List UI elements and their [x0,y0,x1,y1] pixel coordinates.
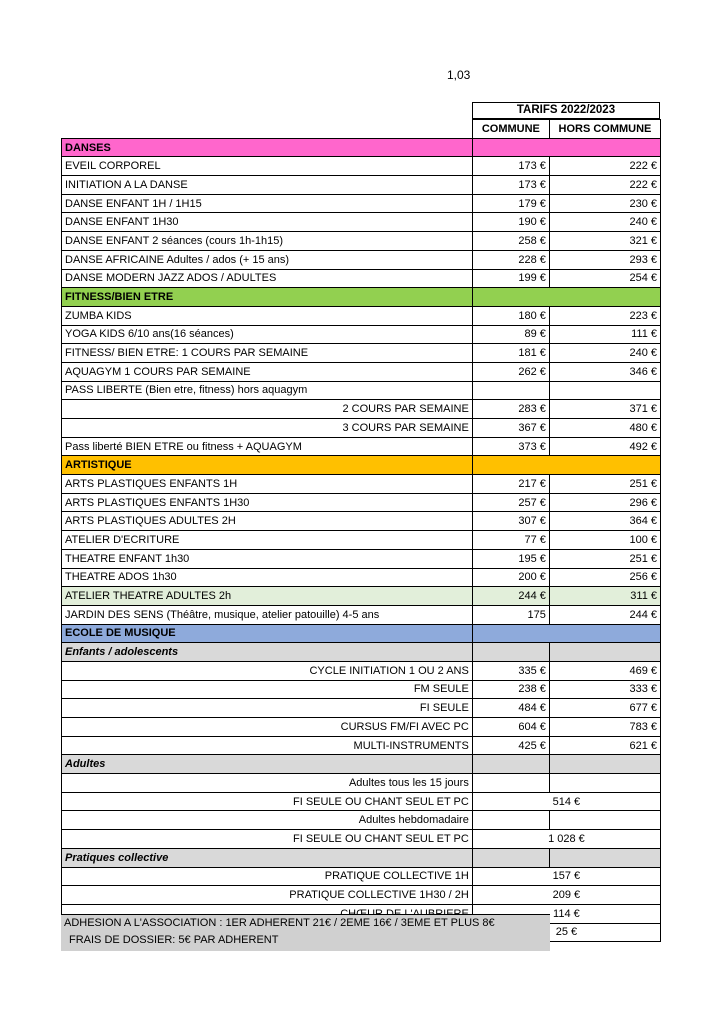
table-row [62,568,661,587]
price-hors-commune: 222 € [549,176,660,195]
price-commune: 373 € [472,437,549,456]
price-commune: 179 € [472,194,549,213]
price-hors-commune: 469 € [549,661,660,680]
footer-note [61,914,550,951]
price-unique: 209 € [472,886,660,905]
section-header [62,288,661,307]
subsection-header [62,848,661,867]
price-hors-commune: 480 € [549,419,660,438]
price-commune: 77 € [472,531,549,550]
column-header-row [62,120,661,139]
row-label: Adultes hebdomadaire [62,811,473,830]
row-label: THEATRE ENFANT 1h30 [62,549,473,568]
table-row [62,549,661,568]
table-row [62,437,661,456]
table-row [62,419,661,438]
section-header [62,624,661,643]
price-commune: 199 € [472,269,549,288]
price-commune [472,381,549,400]
price-commune: 200 € [472,568,549,587]
subsection-label: Pratiques collective [62,848,473,867]
price-commune [472,774,549,793]
row-label: DANSE ENFANT 1H / 1H15 [62,194,473,213]
price-commune: 257 € [472,493,549,512]
price-commune: 484 € [472,699,549,718]
price-commune: 181 € [472,344,549,363]
table-row [62,886,661,905]
price-hors-commune: 240 € [549,344,660,363]
table-row [62,325,661,344]
section-header [62,138,661,157]
row-label: 2 COURS PAR SEMAINE [62,400,473,419]
subsection-label: Enfants / adolescents [62,643,473,662]
price-hors-commune: 244 € [549,605,660,624]
price-unique: 1 028 € [472,830,660,849]
table-row [62,680,661,699]
row-label: PRATIQUE COLLECTIVE 1H30 / 2H [62,886,473,905]
price-unique: 157 € [472,867,660,886]
table-row [62,699,661,718]
price-hors-commune: 492 € [549,437,660,456]
table-row [62,661,661,680]
row-label: JARDIN DES SENS (Théâtre, musique, atelier patouille) 4-5 ans [62,605,473,624]
price-hors-commune [549,381,660,400]
price-unique: 25 € [472,923,660,942]
price-hors-commune: 111 € [549,325,660,344]
table-row [62,157,661,176]
table-row [62,213,661,232]
price-commune: 190 € [472,213,549,232]
price-commune: 425 € [472,736,549,755]
row-label: PRATIQUE COLLECTIVE 1H [62,867,473,886]
table-row [62,736,661,755]
tarifs-table [61,119,661,942]
row-label: AQUAGYM 1 COURS PAR SEMAINE [62,362,473,381]
price-commune: 89 € [472,325,549,344]
price-hors-commune: 223 € [549,306,660,325]
table-row [62,306,661,325]
table-row [62,605,661,624]
section-label: ARTISTIQUE [62,456,473,475]
price-hors-commune: 333 € [549,680,660,699]
price-commune: 180 € [472,306,549,325]
row-label: ARTS PLASTIQUES ENFANTS 1H [62,475,473,494]
section-header [62,456,661,475]
price-hors-commune: 371 € [549,400,660,419]
price-commune: 335 € [472,661,549,680]
price-commune: 195 € [472,549,549,568]
table-row [62,867,661,886]
price-hors-commune: 293 € [549,250,660,269]
row-label: Adultes tous les 15 jours [62,774,473,793]
row-label: PASS LIBERTE (Bien etre, fitness) hors aquagym [62,381,473,400]
subsection-header [62,643,661,662]
price-commune: 228 € [472,250,549,269]
col-hors-commune: HORS COMMUNE [549,120,660,139]
price-unique: 514 € [472,792,660,811]
price-hors-commune [549,774,660,793]
price-hors-commune: 321 € [549,232,660,251]
price-hors-commune: 254 € [549,269,660,288]
row-label: ATELIER D'ECRITURE [62,531,473,550]
row-label: YOGA KIDS 6/10 ans(16 séances) [62,325,473,344]
price-hors-commune: 251 € [549,475,660,494]
tarifs-title: TARIFS 2022/2023 [472,102,660,119]
row-label: INITIATION A LA DANSE [62,176,473,195]
price-commune: 173 € [472,157,549,176]
table-row [62,587,661,606]
row-label: CYCLE INITIATION 1 OU 2 ANS [62,661,473,680]
price-hors-commune: 346 € [549,362,660,381]
price-hors-commune: 230 € [549,194,660,213]
table-row [62,512,661,531]
row-label: DANSE ENFANT 1H30 [62,213,473,232]
table-row [62,362,661,381]
table-row [62,531,661,550]
row-label: FI SEULE [62,699,473,718]
row-label: FITNESS/ BIEN ETRE: 1 COURS PAR SEMAINE [62,344,473,363]
price-commune: 217 € [472,475,549,494]
price-commune [472,811,549,830]
price-hors-commune: 256 € [549,568,660,587]
table-row [62,250,661,269]
price-hors-commune: 240 € [549,213,660,232]
table-row [62,718,661,737]
row-label: Pass liberté BIEN ETRE ou fitness + AQUAGYM [62,437,473,456]
row-label: ARTS PLASTIQUES ADULTES 2H [62,512,473,531]
table-row [62,381,661,400]
price-commune: 238 € [472,680,549,699]
table-row [62,811,661,830]
row-label: EVEIL CORPOREL [62,157,473,176]
table-row [62,774,661,793]
section-label: DANSES [62,138,473,157]
row-label: 3 COURS PAR SEMAINE [62,419,473,438]
price-commune: 244 € [472,587,549,606]
price-hors-commune: 621 € [549,736,660,755]
row-label: ARTS PLASTIQUES ENFANTS 1H30 [62,493,473,512]
row-label: DANSE ENFANT 2 séances (cours 1h-1h15) [62,232,473,251]
price-hors-commune [549,811,660,830]
price-unique: 114 € [472,904,660,923]
price-factor: 1,03 [447,68,471,82]
table-row [62,269,661,288]
table-row [62,493,661,512]
price-commune: 173 € [472,176,549,195]
row-label: MULTI-INSTRUMENTS [62,736,473,755]
table-row [62,400,661,419]
row-label: FI SEULE OU CHANT SEUL ET PC [62,830,473,849]
price-hors-commune: 364 € [549,512,660,531]
price-commune: 262 € [472,362,549,381]
price-hors-commune: 296 € [549,493,660,512]
footer-frais: FRAIS DE DOSSIER: 5€ PAR ADHERENT [69,934,279,946]
row-label: DANSE AFRICAINE Adultes / ados (+ 15 ans) [62,250,473,269]
row-label: ZUMBA KIDS [62,306,473,325]
price-commune: 258 € [472,232,549,251]
price-hors-commune: 251 € [549,549,660,568]
row-label: DANSE MODERN JAZZ ADOS / ADULTES [62,269,473,288]
table-row [62,475,661,494]
col-commune: COMMUNE [472,120,549,139]
table-row [62,232,661,251]
price-commune: 175 [472,605,549,624]
footer-adhesion: ADHESION A L'ASSOCIATION : 1ER ADHERENT 21€ / 2EME 16€ / 3EME ET PLUS 8€ [64,917,495,929]
subsection-label: Adultes [62,755,473,774]
price-commune: 307 € [472,512,549,531]
table-row [62,830,661,849]
price-hors-commune: 311 € [549,587,660,606]
row-label: CURSUS FM/FI AVEC PC [62,718,473,737]
section-label: ECOLE DE MUSIQUE [62,624,473,643]
price-commune: 604 € [472,718,549,737]
price-commune: 367 € [472,419,549,438]
row-label: FM SEULE [62,680,473,699]
section-label: FITNESS/BIEN ETRE [62,288,473,307]
table-row [62,194,661,213]
table-row [62,792,661,811]
price-hors-commune: 100 € [549,531,660,550]
row-label: FI SEULE OU CHANT SEUL ET PC [62,792,473,811]
row-label: ATELIER THEATRE ADULTES 2h [62,587,473,606]
price-hors-commune: 783 € [549,718,660,737]
price-hors-commune: 222 € [549,157,660,176]
price-hors-commune: 677 € [549,699,660,718]
table-row [62,176,661,195]
table-row [62,344,661,363]
row-label: THEATRE ADOS 1h30 [62,568,473,587]
price-commune: 283 € [472,400,549,419]
subsection-header [62,755,661,774]
